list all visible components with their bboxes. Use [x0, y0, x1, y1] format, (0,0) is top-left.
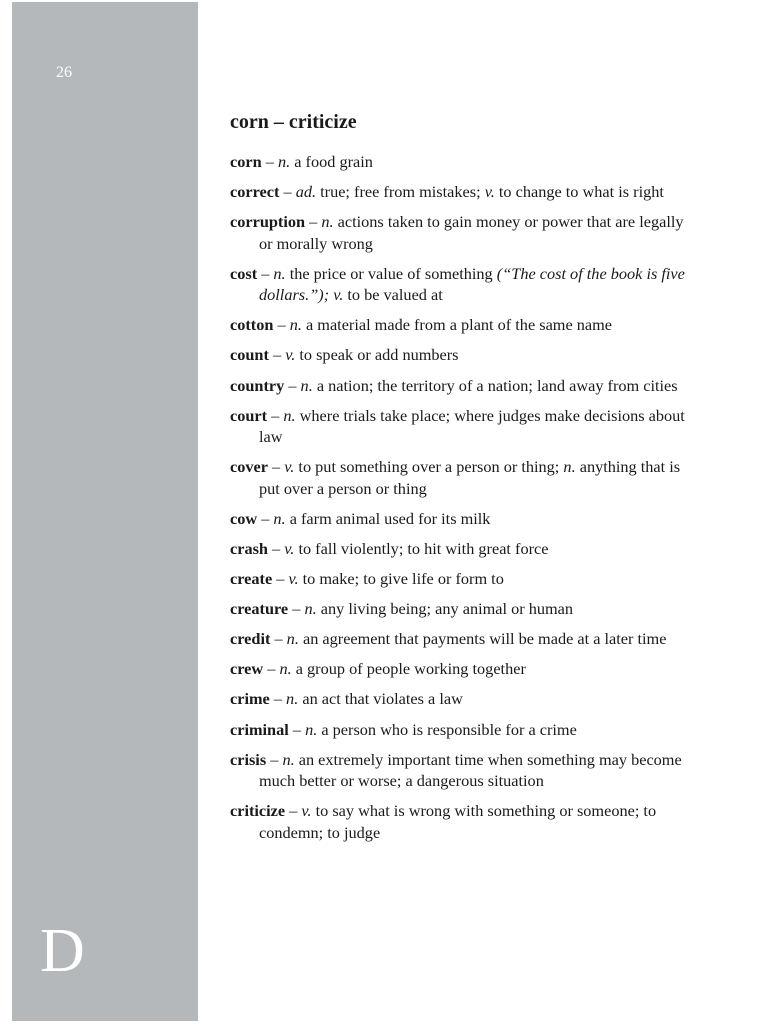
definition-text: any living being; any animal or human	[320, 599, 574, 619]
part-of-speech: n.	[273, 508, 286, 528]
part-of-speech: n.	[305, 719, 318, 739]
dictionary-entry: crime – n. an act that violates a law	[230, 689, 463, 709]
dictionary-entry: count – v. to speak or add numbers	[230, 345, 459, 365]
part-of-speech: n.	[286, 629, 299, 649]
entry-word: crash	[230, 538, 268, 558]
part-of-speech: n.	[282, 749, 295, 769]
dictionary-entry: criminal – n. a person who is responsible for a crime	[230, 719, 577, 739]
part-of-speech: n.	[273, 263, 286, 283]
part-of-speech: n.	[300, 375, 313, 395]
section-letter: D	[40, 917, 85, 985]
usage-example: (“The cost of the book is five dollars.”);	[259, 263, 685, 305]
definition-text: to be valued at	[347, 285, 443, 305]
part-of-speech: v.	[484, 182, 495, 202]
entry-word: criminal	[230, 719, 289, 739]
definition-text: an agreement that payments will be made at a later time	[302, 629, 667, 649]
entry-word: create	[230, 569, 273, 589]
dictionary-entry: cost – n. the price or value of something (“The cost of the book is five dollars.”); v. to be valued at	[230, 263, 685, 305]
dictionary-entry: crash – v. to fall violently; to hit with great force	[230, 538, 549, 558]
entry-word: cow	[230, 508, 258, 528]
entry-word: count	[230, 345, 269, 365]
dictionary-content	[230, 110, 700, 852]
part-of-speech: n.	[563, 457, 576, 477]
dictionary-entry: criticize – v. to say what is wrong with something or someone; to condemn; to judge	[230, 801, 657, 842]
part-of-speech: n.	[283, 405, 296, 425]
entry-word: credit	[230, 629, 271, 649]
dictionary-entry: court – n. where trials take place; where judges make decisions about law	[230, 405, 685, 447]
part-of-speech: n.	[304, 599, 317, 619]
page-number: 26	[56, 64, 72, 81]
dictionary-entry: creature – n. any living being; any animal or human	[230, 599, 574, 619]
entry-word: crisis	[230, 749, 267, 769]
definition-text: anything that is put over a person or thing	[259, 457, 681, 498]
entry-word: corruption	[230, 212, 306, 232]
definition-text: an extremely important time when something may become much better or worse; a dangerous situation	[259, 749, 682, 791]
part-of-speech: ad.	[295, 182, 317, 202]
part-of-speech: n.	[286, 689, 299, 709]
part-of-speech: v.	[284, 457, 295, 477]
dictionary-entry: create – v. to make; to give life or form to	[230, 569, 504, 589]
entry-word: country	[230, 375, 285, 395]
part-of-speech: n.	[277, 152, 291, 171]
definition-text: a farm animal used for its milk	[289, 508, 491, 528]
definition-text: a group of people working together	[295, 659, 526, 679]
dictionary-entry: cotton – n. a material made from a plant of the same name	[230, 315, 613, 335]
entry-word: creature	[230, 599, 289, 619]
definition-text: to fall violently; to hit with great force	[298, 538, 549, 558]
part-of-speech: v.	[301, 801, 312, 821]
definition-text: to speak or add numbers	[299, 345, 459, 365]
definition-text: the price or value of something	[289, 263, 493, 283]
entry-list	[230, 151, 700, 843]
part-of-speech: n.	[279, 659, 292, 679]
definition-text: an act that violates a law	[302, 689, 463, 709]
dictionary-entry: cover – v. to put something over a person or thing; n. anything that is put over a person or thing	[230, 457, 681, 498]
entry-word: crew	[230, 659, 264, 679]
part-of-speech: n.	[289, 315, 302, 335]
entry-word: court	[230, 405, 268, 425]
definition-text: to change to what is right	[498, 182, 664, 202]
part-of-speech: v.	[288, 569, 299, 589]
dictionary-entry: crew – n. a group of people working together	[230, 659, 526, 679]
entry-word: corn	[230, 152, 262, 171]
definition-text: true; free from mistakes;	[320, 182, 481, 202]
dictionary-entry: corruption – n. actions taken to gain money or power that are legally or morally wrong	[230, 212, 684, 253]
part-of-speech: n.	[321, 212, 334, 232]
definition-text: a food grain	[294, 152, 373, 171]
definition-text: to say what is wrong with something or someone; to condemn; to judge	[259, 801, 657, 842]
part-of-speech: v.	[284, 538, 295, 558]
definition-text: a person who is responsible for a crime	[321, 719, 577, 739]
part-of-speech: v.	[333, 285, 344, 305]
definition-text: to make; to give life or form to	[302, 569, 504, 589]
definition-text: a material made from a plant of the same name	[305, 315, 613, 335]
section-sidebar	[12, 2, 198, 1021]
part-of-speech: v.	[285, 345, 296, 365]
entry-word: cost	[230, 263, 258, 283]
definition-text: actions taken to gain money or power that are legally or morally wrong	[259, 212, 684, 253]
entry-word: correct	[230, 182, 280, 202]
page-heading: corn – criticize	[230, 111, 357, 133]
dictionary-entry: cow – n. a farm animal used for its milk	[230, 508, 491, 528]
dictionary-entry: corn – n. a food grain	[230, 152, 373, 171]
dictionary-entry: country – n. a nation; the territory of a nation; land away from cities	[230, 375, 678, 395]
definition-text: where trials take place; where judges make decisions about law	[259, 405, 685, 447]
definition-text: to put something over a person or thing;	[298, 457, 560, 477]
entry-word: criticize	[230, 801, 286, 821]
dictionary-entry: credit – n. an agreement that payments will be made at a later time	[230, 629, 667, 649]
entry-word: cover	[230, 457, 268, 477]
dictionary-entry: correct – ad. true; free from mistakes; v. to change to what is right	[230, 182, 664, 202]
dictionary-entry: crisis – n. an extremely important time when something may become much better or worse; a dangerous situation	[230, 749, 682, 791]
entry-word: crime	[230, 689, 270, 709]
entry-word: cotton	[230, 315, 274, 335]
definition-text: a nation; the territory of a nation; land away from cities	[316, 375, 678, 395]
